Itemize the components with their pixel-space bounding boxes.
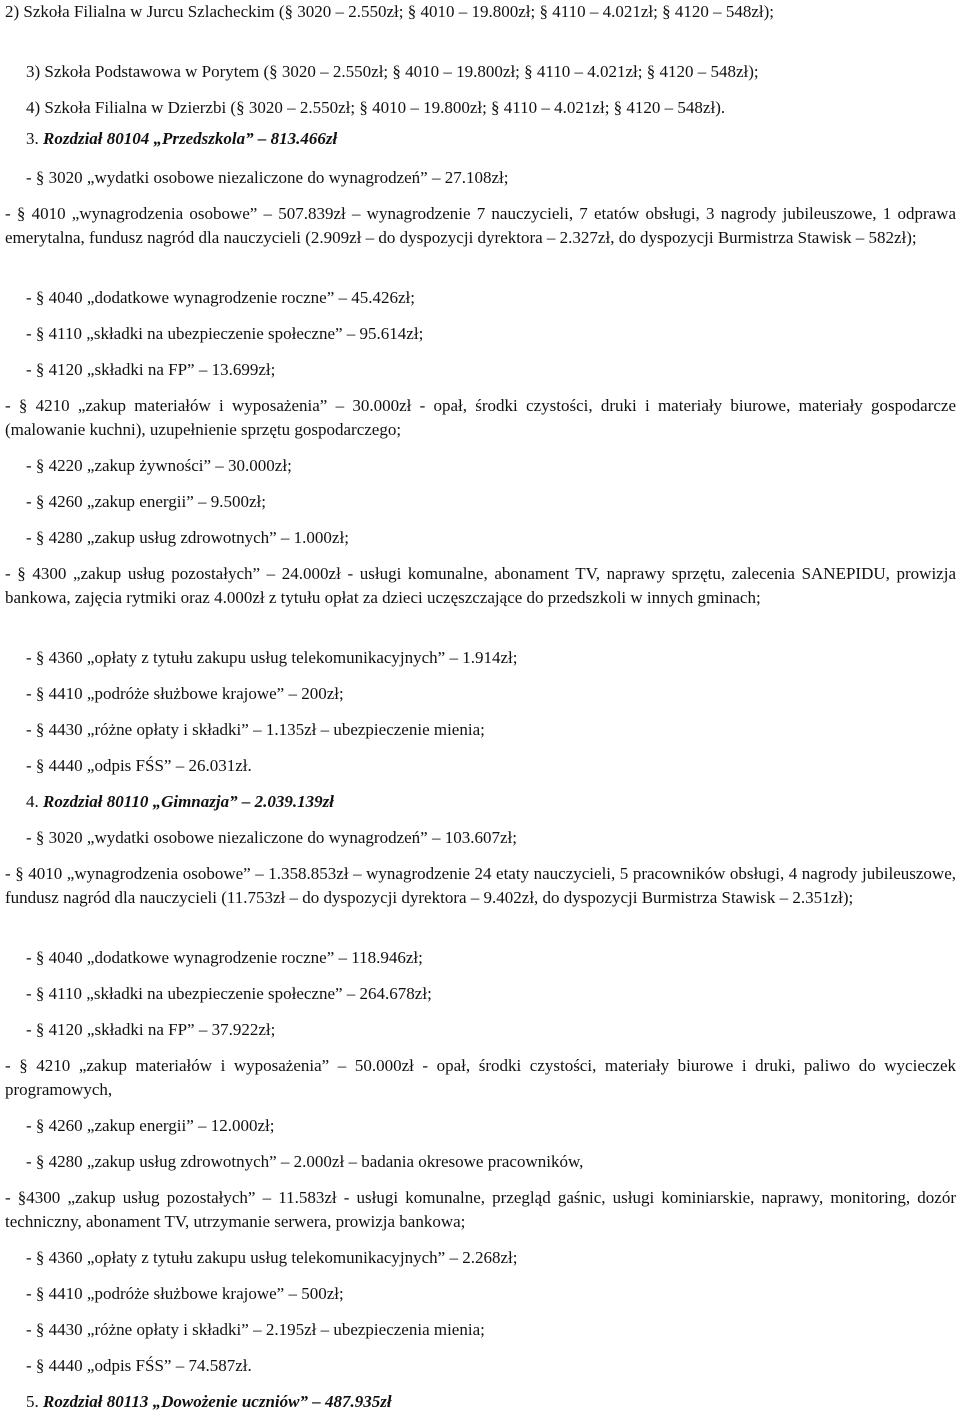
- list-item: - § 4110 „składki na ubezpieczenie społeczne” – 264.678zł;: [26, 984, 432, 1003]
- list-item: - § 4410 „podróże służbowe krajowe” – 200zł;: [26, 684, 344, 703]
- section-number: 5.: [26, 1392, 43, 1411]
- list-item: - § 4110 „składki na ubezpieczenie społeczne” – 95.614zł;: [26, 324, 424, 343]
- list-item: - § 4440 „odpis FŚS” – 74.587zł.: [26, 1356, 252, 1375]
- list-item: - § 4280 „zakup usług zdrowotnych” – 2.000zł – badania okresowe pracowników,: [26, 1152, 584, 1171]
- list-item: - § 4010 „wynagrodzenia osobowe” – 507.839zł – wynagrodzenie 7 nauczycieli, 7 etatów obsługi, 3 nagrody jubileuszowe, 1 odprawa emerytalna, fundusz nagród dla nauczycieli (2.909zł – do dyspozycji dyrektora – 2.327zł, do dyspozycji Burmistrza Stawisk – 582zł);: [5, 204, 956, 247]
- list-item: - § 4120 „składki na FP” – 13.699zł;: [26, 360, 276, 379]
- list-item: - § 4280 „zakup usług zdrowotnych” – 1.000zł;: [26, 528, 349, 547]
- section-title: Rozdział 80113 „Dowożenie uczniów” – 487.935zł: [43, 1392, 392, 1411]
- list-item: - § 4430 „różne opłaty i składki” – 2.195zł – ubezpieczenia mienia;: [26, 1320, 485, 1339]
- list-item: - § 4210 „zakup materiałów i wyposażenia” – 50.000zł - opał, środki czystości, materiały biurowe i druki, paliwo do wycieczek programowych,: [5, 1056, 956, 1099]
- section-title: Rozdział 80104 „Przedszkola” – 813.466zł: [43, 129, 338, 148]
- list-item: - § 4360 „opłaty z tytułu zakupu usług telekomunikacyjnych” – 1.914zł;: [26, 648, 518, 667]
- section-heading-80104: [26, 127, 956, 151]
- section-heading-80113: [26, 1390, 956, 1414]
- section-title: Rozdział 80110 „Gimnazja” – 2.039.139zł: [43, 792, 334, 811]
- list-item: - § 3020 „wydatki osobowe niezaliczone do wynagrodzeń” – 27.108zł;: [26, 168, 509, 187]
- list-item: 2) Szkoła Filialna w Jurcu Szlacheckim (§ 3020 – 2.550zł; § 4010 – 19.800zł; § 4110 – 4.021zł; § 4120 – 548zł);: [5, 2, 774, 21]
- list-item: - § 4260 „zakup energii” – 9.500zł;: [26, 492, 266, 511]
- list-item: - § 4410 „podróże służbowe krajowe” – 500zł;: [26, 1284, 344, 1303]
- list-item: 3) Szkoła Podstawowa w Porytem (§ 3020 – 2.550zł; § 4010 – 19.800zł; § 4110 – 4.021zł; § 4120 – 548zł);: [26, 62, 759, 81]
- list-item: - § 4360 „opłaty z tytułu zakupu usług telekomunikacyjnych” – 2.268zł;: [26, 1248, 518, 1267]
- list-item: - § 4260 „zakup energii” – 12.000zł;: [26, 1116, 275, 1135]
- section-heading-80110: [26, 790, 956, 814]
- section-number: 3.: [26, 129, 43, 148]
- list-item: - §4300 „zakup usług pozostałych” – 11.583zł - usługi komunalne, przegląd gaśnic, usługi kominiarskie, naprawy, monitoring, dozór techniczny, abonament TV, utrzymanie serwera, prowizja bankowa;: [5, 1188, 956, 1231]
- list-item: - § 4120 „składki na FP” – 37.922zł;: [26, 1020, 276, 1039]
- list-item: - § 4040 „dodatkowe wynagrodzenie roczne” – 45.426zł;: [26, 288, 415, 307]
- list-item: - § 4210 „zakup materiałów i wyposażenia” – 30.000zł - opał, środki czystości, druki i materiały biurowe, materiały gospodarcze (malowanie kuchni), uzupełnienie sprzętu gospodarczego;: [5, 396, 956, 439]
- list-item: - § 4300 „zakup usług pozostałych” – 24.000zł - usługi komunalne, abonament TV, naprawy sprzętu, zalecenia SANEPIDU, prowizja bankowa, zajęcia rytmiki oraz 4.000zł z tytułu opłat za dzieci uczęszczające do przedszkoli w innych gminach;: [5, 564, 956, 607]
- section-number: 4.: [26, 792, 43, 811]
- list-item: - § 4040 „dodatkowe wynagrodzenie roczne” – 118.946zł;: [26, 948, 423, 967]
- list-item: - § 3020 „wydatki osobowe niezaliczone do wynagrodzeń” – 103.607zł;: [26, 828, 517, 847]
- list-item: - § 4220 „zakup żywności” – 30.000zł;: [26, 456, 292, 475]
- list-item: - § 4440 „odpis FŚS” – 26.031zł.: [26, 756, 252, 775]
- list-item: 4) Szkoła Filialna w Dzierzbi (§ 3020 – 2.550zł; § 4010 – 19.800zł; § 4110 – 4.021zł; § 4120 – 548zł).: [26, 98, 726, 117]
- list-item: - § 4010 „wynagrodzenia osobowe” – 1.358.853zł – wynagrodzenie 24 etaty nauczycieli, 5 pracowników obsługi, 4 nagrody jubileuszowe, fundusz nagród dla nauczycieli (11.753zł – do dyspozycji dyrektora – 9.402zł, do dyspozycji Burmistrza Stawisk – 2.351zł);: [5, 864, 956, 907]
- list-item: - § 4430 „różne opłaty i składki” – 1.135zł – ubezpieczenie mienia;: [26, 720, 485, 739]
